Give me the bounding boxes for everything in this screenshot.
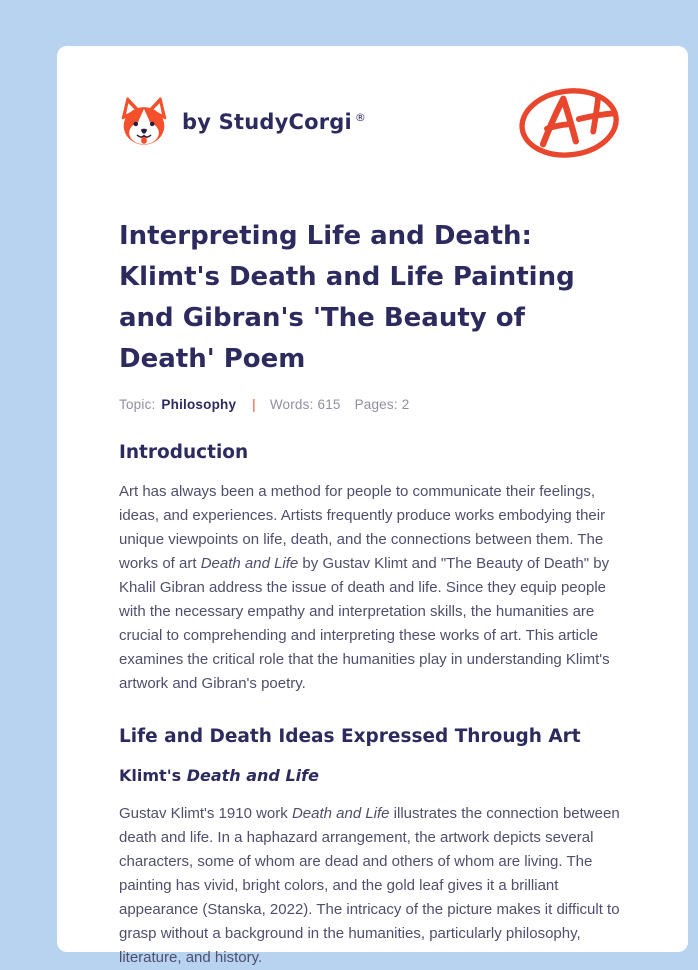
words-value: 615 xyxy=(317,397,341,412)
klimt-paragraph: Gustav Klimt's 1910 work Death and Life illustrates the connection between death and life. In a haphazard arrangement, the artwork depicts several characters, some of whom are dead and others of whom are living. The painting has vivid, bright colors, and the gold leaf gives it a brilliant appearance (Stanska, 2022). The intricacy of the picture makes it difficult to grasp without a background in the humanities, particularly philosophy, literature, and history. xyxy=(119,805,620,966)
essay-title: Interpreting Life and Death: Klimt's Death and Life Painting and Gibran's 'The Beauty of Death' Poem xyxy=(119,221,575,374)
document-header xyxy=(119,76,626,168)
topic-link[interactable]: Philosophy xyxy=(161,397,237,412)
introduction-paragraph: Art has always been a method for people to communicate their feelings, ideas, and experiences. Artists frequently produce works embodying their unique viewpoints on life, death, and the connections between them. The works of art Death and Life by Gustav Klimt and "The Beauty of Death" by Khalil Gibran address the issue of death and life. Since they equip people with the necessary empathy and interpretation skills, the humanities are crucial to comprehending and interpreting these works of art. This article examines the critical role that the humanities play in understanding Klimt's artwork and Gibran's poetry. xyxy=(119,483,610,692)
brand-by: by xyxy=(182,110,212,134)
essay-meta xyxy=(119,397,626,412)
section-heading-introduction: Introduction xyxy=(119,442,249,463)
sub-heading-klimts-death-and-life: Klimt's Death and Life xyxy=(119,766,319,785)
studycorgi-brand-link[interactable] xyxy=(119,97,366,147)
a-plus-grade-badge-icon xyxy=(518,82,626,162)
brand-name: StudyCorgi xyxy=(218,110,352,134)
corgi-logo-icon xyxy=(119,97,169,147)
document-card xyxy=(57,46,688,966)
section-heading-life-and-death: Life and Death Ideas Expressed Through Art xyxy=(119,726,581,747)
pages-value: 2 xyxy=(401,397,410,412)
brand-text xyxy=(182,110,366,134)
words-label: Words: xyxy=(269,397,314,412)
registered-trademark: ® xyxy=(354,111,367,124)
pages-label: Pages: xyxy=(354,397,398,412)
topic-label: Topic: xyxy=(119,397,156,412)
meta-divider: | xyxy=(252,397,256,412)
